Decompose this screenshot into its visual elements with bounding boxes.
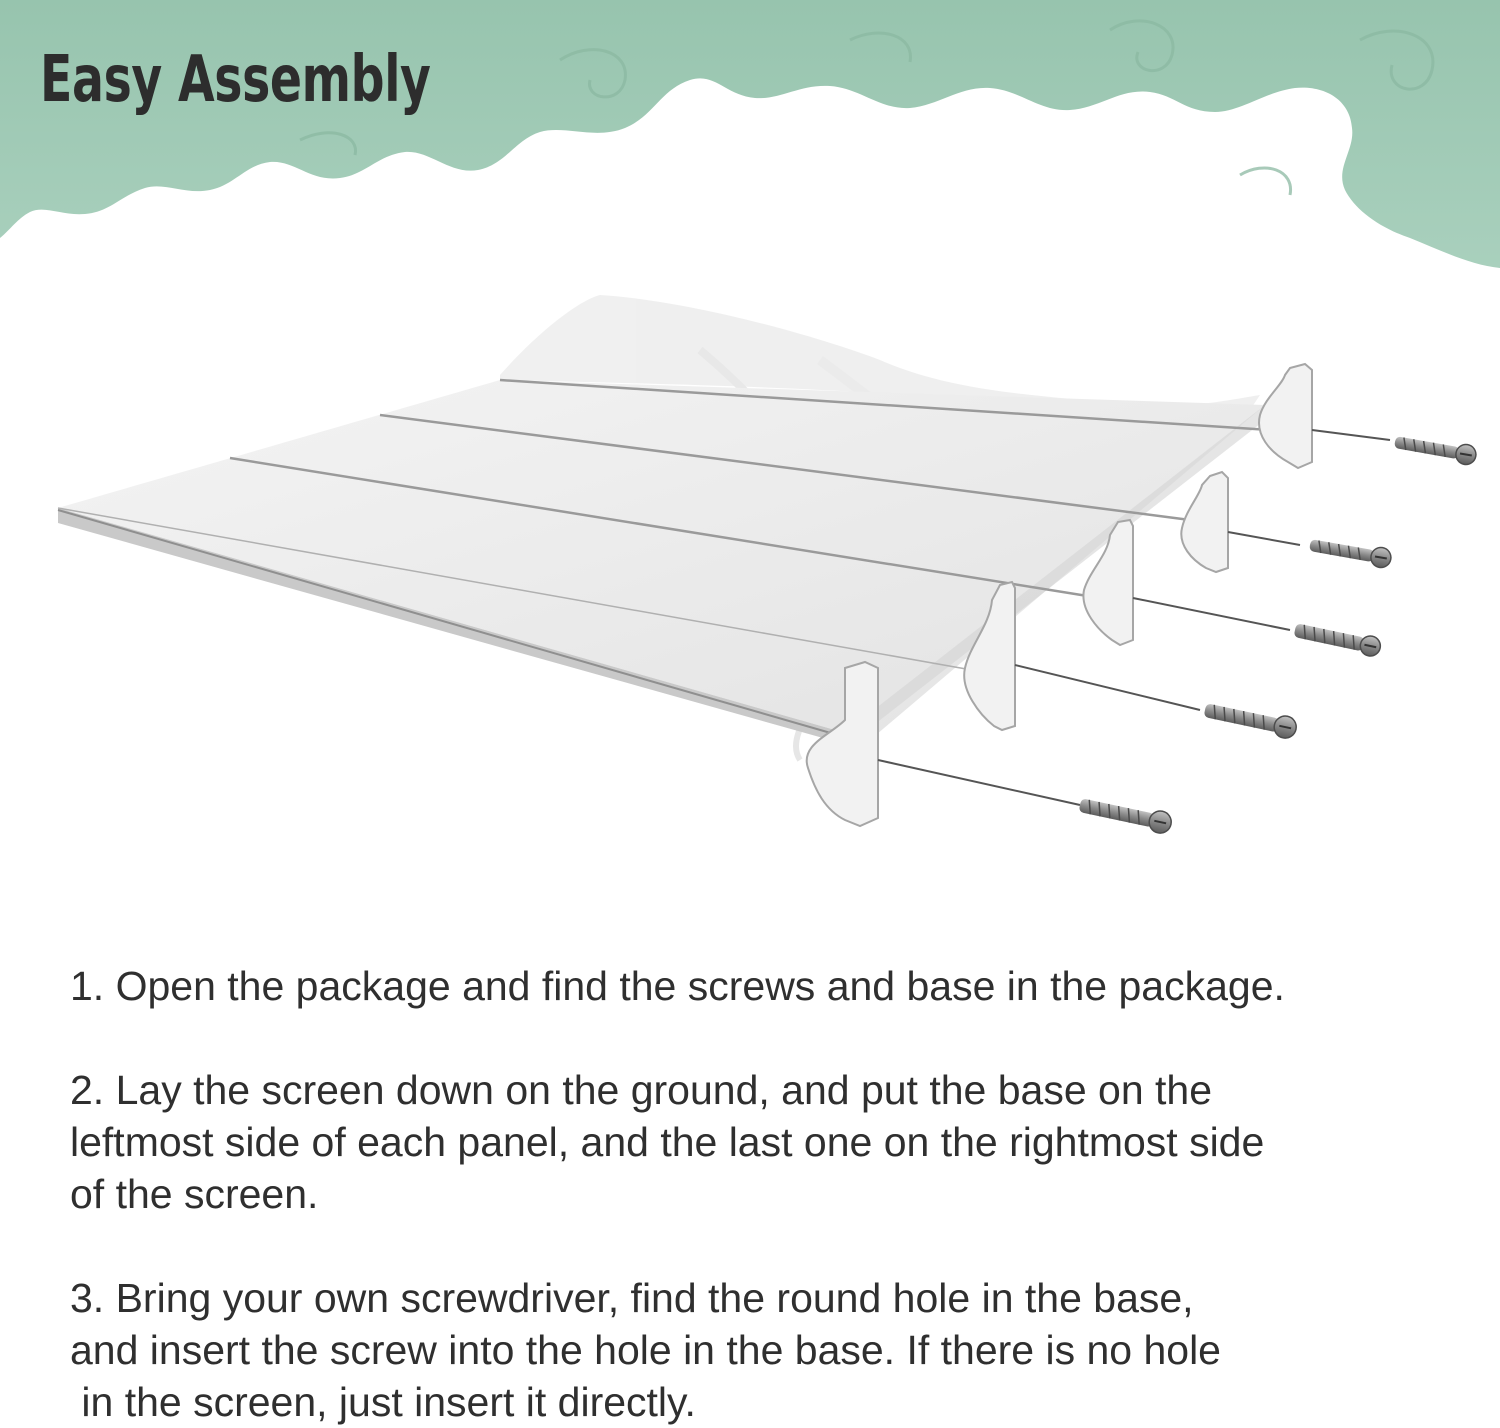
base-5 [1259, 364, 1312, 468]
step-line: 1. Open the package and find the screws and base in the package. [70, 963, 1285, 1009]
screw-5 [1393, 432, 1477, 466]
instruction-step-1 [70, 960, 1480, 1012]
folding-screen-assembly-icon [0, 270, 1500, 910]
screw-3 [1293, 620, 1382, 658]
screw-4 [1308, 535, 1392, 569]
step-line: leftmost side of each panel, and the last one on the rightmost side [70, 1119, 1265, 1165]
step-line: of the screen. [70, 1171, 319, 1217]
step-line: 3. Bring your own screwdriver, find the round hole in the base, [70, 1275, 1194, 1321]
screw-1 [1078, 794, 1174, 835]
instruction-step-2 [70, 1064, 1480, 1220]
screw-2 [1203, 699, 1299, 740]
screen-panels [58, 380, 1270, 745]
page-title: Easy Assembly [40, 43, 431, 117]
base-4 [1181, 472, 1228, 572]
step-line: in the screen, just insert it directly. [70, 1379, 696, 1425]
step-line: and insert the screw into the hole in the base. If there is no hole [70, 1327, 1221, 1373]
step-line: 2. Lay the screen down on the ground, and put the base on the [70, 1067, 1213, 1113]
instruction-step-3 [70, 1272, 1480, 1428]
